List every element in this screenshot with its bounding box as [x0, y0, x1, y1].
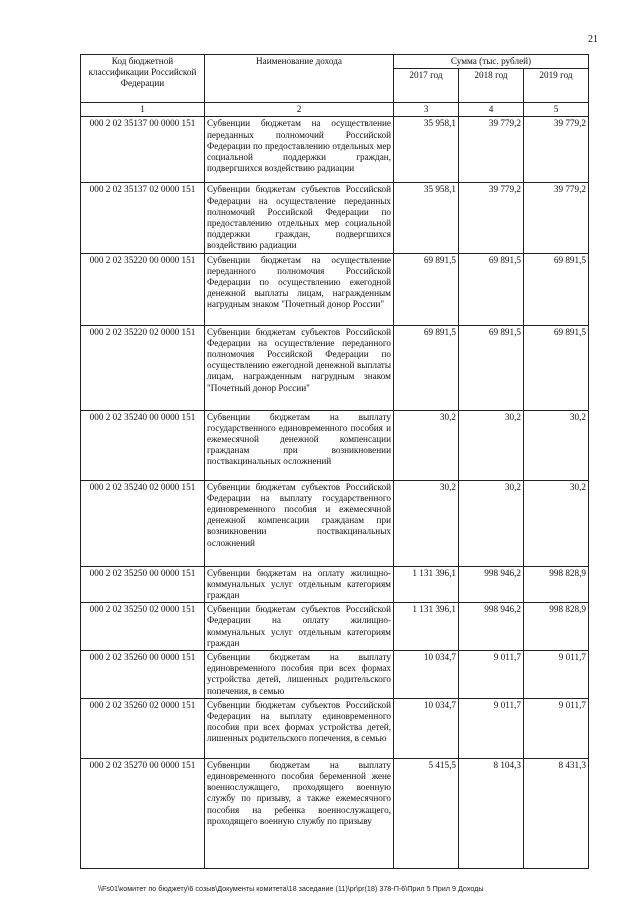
amount-2017-cell: 10 034,7: [394, 651, 459, 699]
header-sum: Сумма (тыс. рублей): [394, 55, 589, 69]
amount-2017-cell: 30,2: [394, 480, 459, 566]
revenue-name-cell: Субвенции бюджетам субъектов Российской Федерации на оплату жилищно-коммунальных услуг отдельным категориям граждан: [205, 603, 394, 651]
amount-2017-cell: 1 131 396,1: [394, 603, 459, 651]
amount-2019-cell: 39 779,2: [524, 183, 589, 253]
amount-2017-cell: 35 958,1: [394, 117, 459, 183]
amount-2018-cell: 30,2: [459, 410, 524, 480]
budget-code-cell: 000 2 02 35240 00 0000 151: [81, 410, 205, 480]
header-year-2019: 2019 год: [524, 69, 589, 103]
amount-2018-cell: 9 011,7: [459, 698, 524, 758]
amount-2018-cell: 39 779,2: [459, 183, 524, 253]
amount-2018-cell: 8 104,3: [459, 758, 524, 868]
budget-code-cell: 000 2 02 35250 02 0000 151: [81, 603, 205, 651]
column-number: 4: [459, 103, 524, 117]
revenue-table: [80, 54, 589, 869]
budget-code-cell: 000 2 02 35250 00 0000 151: [81, 566, 205, 603]
table-row: [81, 325, 589, 410]
amount-2018-cell: 9 011,7: [459, 651, 524, 699]
table-row: [81, 480, 589, 566]
column-number: 1: [81, 103, 205, 117]
header-name: Наименование дохода: [205, 55, 394, 103]
amount-2018-cell: 998 946,2: [459, 566, 524, 603]
header-year-2017: 2017 год: [394, 69, 459, 103]
table-row: [81, 253, 589, 325]
amount-2018-cell: 39 779,2: [459, 117, 524, 183]
column-number: 5: [524, 103, 589, 117]
budget-code-cell: 000 2 02 35260 00 0000 151: [81, 651, 205, 699]
page-number: 21: [588, 34, 598, 45]
header-code: Код бюджетной классификации Российской Федерации: [81, 55, 205, 103]
revenue-name-cell: Субвенции бюджетам на оплату жилищно-коммунальных услуг отдельным категориям граждан: [205, 566, 394, 603]
amount-2018-cell: 69 891,5: [459, 325, 524, 410]
amount-2019-cell: 30,2: [524, 480, 589, 566]
revenue-name-cell: Субвенции бюджетам субъектов Российской Федерации на осуществление переданного полномочия Российской Федерации по осуществлению ежегодной денежной выплаты лицам, награжденным нагрудным знаком "Почетный донор России": [205, 325, 394, 410]
table-row: [81, 698, 589, 758]
file-path-footer: \\Fs01\комитет по бюджету\6 созыв\Документы комитета\18 заседание (11)\pr\pr(18) 378-П-6\Прил 5 Прил 9 Доходы: [98, 884, 484, 893]
amount-2019-cell: 9 011,7: [524, 651, 589, 699]
table-row: [81, 117, 589, 183]
table-row: [81, 410, 589, 480]
revenue-name-cell: Субвенции бюджетам на выплату единовременного пособия беременной жене военнослужащего, проходящего военную службу по призыву, а также ежемесячного пособия на ребенка военнослужащего, проходящего военную службу по призыву: [205, 758, 394, 868]
amount-2019-cell: 9 011,7: [524, 698, 589, 758]
amount-2019-cell: 8 431,3: [524, 758, 589, 868]
revenue-name-cell: Субвенции бюджетам на выплату единовременного пособия при всех формах устройства детей, лишенных родительского попечения, в семью: [205, 651, 394, 699]
amount-2019-cell: 30,2: [524, 410, 589, 480]
column-number: 3: [394, 103, 459, 117]
revenue-name-cell: Субвенции бюджетам на выплату государственного единовременного пособия и ежемесячной денежной компенсации гражданам при возникновении поствакцинальных осложнений: [205, 410, 394, 480]
revenue-name-cell: Субвенции бюджетам на осуществление переданных полномочий Российской Федерации по предоставлению отдельных мер социальной поддержки граждан, подвергшихся воздействию радиации: [205, 117, 394, 183]
budget-code-cell: 000 2 02 35220 02 0000 151: [81, 325, 205, 410]
amount-2018-cell: 30,2: [459, 480, 524, 566]
column-number-row: [81, 103, 589, 117]
header-year-2018: 2018 год: [459, 69, 524, 103]
budget-code-cell: 000 2 02 35220 00 0000 151: [81, 253, 205, 325]
amount-2018-cell: 998 946,2: [459, 603, 524, 651]
budget-code-cell: 000 2 02 35260 02 0000 151: [81, 698, 205, 758]
amount-2019-cell: 69 891,5: [524, 325, 589, 410]
amount-2017-cell: 30,2: [394, 410, 459, 480]
revenue-name-cell: Субвенции бюджетам субъектов Российской Федерации на выплату государственного единовременного пособия и ежемесячной денежной компенсации гражданам при возникновении поствакцинальных осложнений: [205, 480, 394, 566]
table-row: [81, 183, 589, 253]
budget-code-cell: 000 2 02 35270 00 0000 151: [81, 758, 205, 868]
column-number: 2: [205, 103, 394, 117]
table-body: [81, 117, 589, 868]
revenue-name-cell: Субвенции бюджетам субъектов Российской Федерации на осуществление переданных полномочий Российской Федерации по предоставлению отдельных мер социальной поддержки граждан, подвергшихся воздействию радиации: [205, 183, 394, 253]
budget-code-cell: 000 2 02 35137 02 0000 151: [81, 183, 205, 253]
amount-2017-cell: 1 131 396,1: [394, 566, 459, 603]
amount-2019-cell: 998 828,9: [524, 603, 589, 651]
table-row: [81, 566, 589, 603]
revenue-name-cell: Субвенции бюджетам субъектов Российской Федерации на выплату единовременного пособия при всех формах устройства детей, лишенных родительского попечения, в семью: [205, 698, 394, 758]
amount-2017-cell: 10 034,7: [394, 698, 459, 758]
amount-2018-cell: 69 891,5: [459, 253, 524, 325]
amount-2017-cell: 69 891,5: [394, 253, 459, 325]
budget-code-cell: 000 2 02 35137 00 0000 151: [81, 117, 205, 183]
amount-2017-cell: 35 958,1: [394, 183, 459, 253]
amount-2017-cell: 5 415,5: [394, 758, 459, 868]
budget-code-cell: 000 2 02 35240 02 0000 151: [81, 480, 205, 566]
revenue-name-cell: Субвенции бюджетам на осуществление переданного полномочия Российской Федерации по осуществлению ежегодной денежной выплаты лицам, награжденным нагрудным знаком "Почетный донор России": [205, 253, 394, 325]
amount-2017-cell: 69 891,5: [394, 325, 459, 410]
table-row: [81, 651, 589, 699]
amount-2019-cell: 998 828,9: [524, 566, 589, 603]
table-row: [81, 758, 589, 868]
amount-2019-cell: 69 891,5: [524, 253, 589, 325]
amount-2019-cell: 39 779,2: [524, 117, 589, 183]
table-row: [81, 603, 589, 651]
